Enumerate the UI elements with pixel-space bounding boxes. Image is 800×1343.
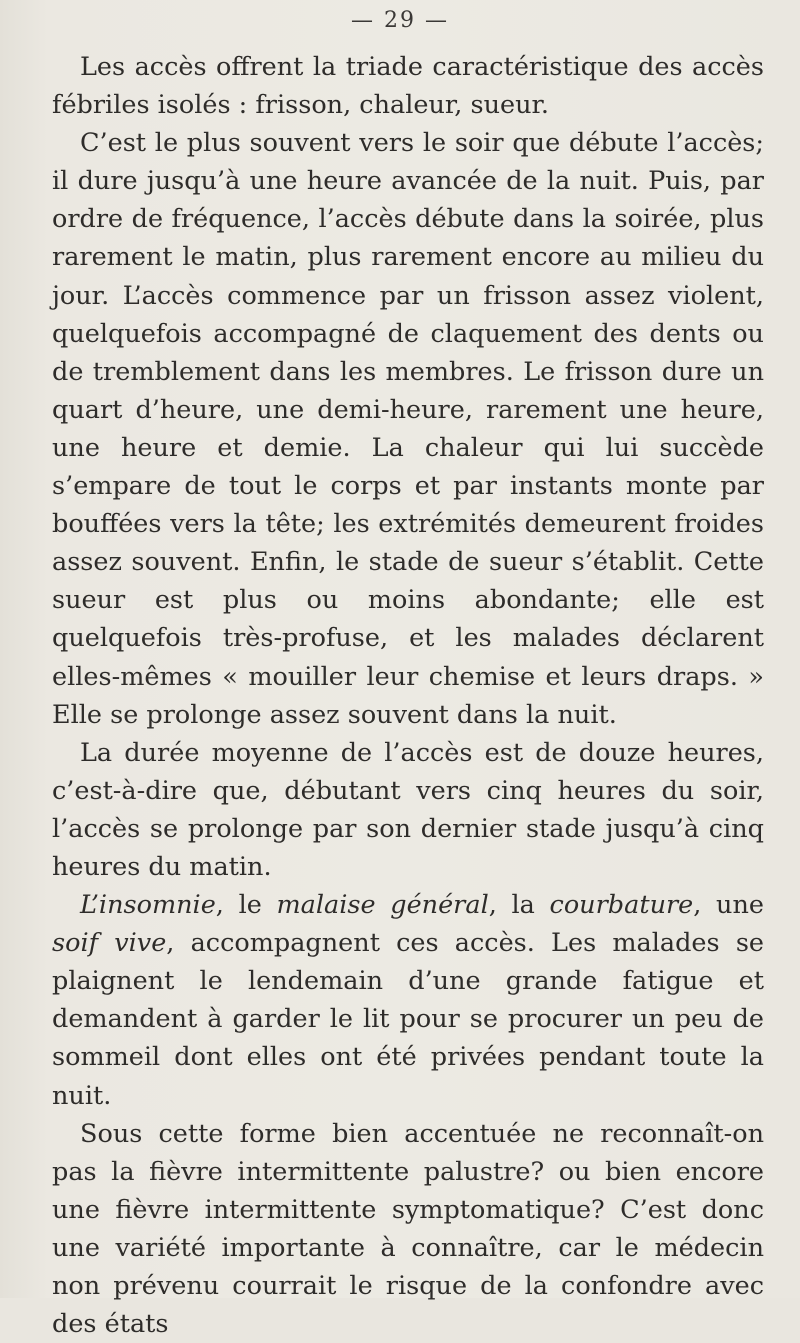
term-malaise-general: malaise général: [276, 890, 489, 921]
paragraph-2: [52, 124, 764, 734]
paragraph-3: [52, 734, 764, 886]
paragraph-text: , une: [693, 890, 764, 921]
paragraph-text: Sous cette forme bien accentuée ne reconnaît-on pas la fièvre intermittente palustre? ou bien encore une fièvre intermittente symptomatique? C’est donc une variété importante à connaître, car le médecin non prévenu courrait le risque de la confondre avec des états: [52, 1118, 764, 1340]
paragraph-1: [52, 48, 764, 124]
page-body: [52, 48, 764, 1343]
paragraph-text: , accompagnent ces accès. Les malades se plaignent le lendemain d’une grande fatigue et demandent à garder le lit pour se procurer un peu de sommeil dont elles ont été privées pendant toute la nuit.: [52, 928, 764, 1111]
paragraph-text: , la: [488, 890, 550, 921]
paragraph-4: [52, 886, 764, 1115]
page-number: — 29 —: [351, 8, 449, 33]
term-insomnie: L’insomnie: [80, 890, 216, 921]
term-courbature: courbature: [549, 890, 694, 921]
paragraph-text: La durée moyenne de l’accès est de douze heures, c’est-à-dire que, débutant vers cinq heures du soir, l’accès se prolonge par son dernier stade jusqu’à cinq heures du matin.: [52, 737, 764, 882]
paragraph-5: [52, 1115, 764, 1343]
paragraph-text: C’est le plus souvent vers le soir que débute l’accès; il dure jusqu’à une heure avancée de la nuit. Puis, par ordre de fréquence, l’accès débute dans la soirée, plus rarement le matin, plus rarement encore au milieu du jour. L’accès commence par un frisson assez violent, quelquefois accompagné de claquement des dents ou de tremblement dans les membres. Le frisson dure un quart d’heure, une demi-heure, rarement une heure, une heure et demie. La chaleur qui lui succède s’empare de tout le corps et par instants monte par bouffées vers la tête; les extrémités demeurent froides assez souvent. Enfin, le stade de sueur s’établit. Cette sueur est plus ou moins abondante; elle est quelquefois très-profuse, et les malades déclarent elles-mêmes « mouiller leur chemise et leurs draps. » Elle se prolonge assez souvent dans la nuit.: [52, 128, 764, 730]
paragraph-text: Les accès offrent la triade caractéristique des accès fébriles isolés : frisson, chaleur, sueur.: [52, 52, 764, 121]
term-soif-vive: soif vive: [52, 928, 167, 959]
paragraph-text: , le: [215, 890, 277, 921]
